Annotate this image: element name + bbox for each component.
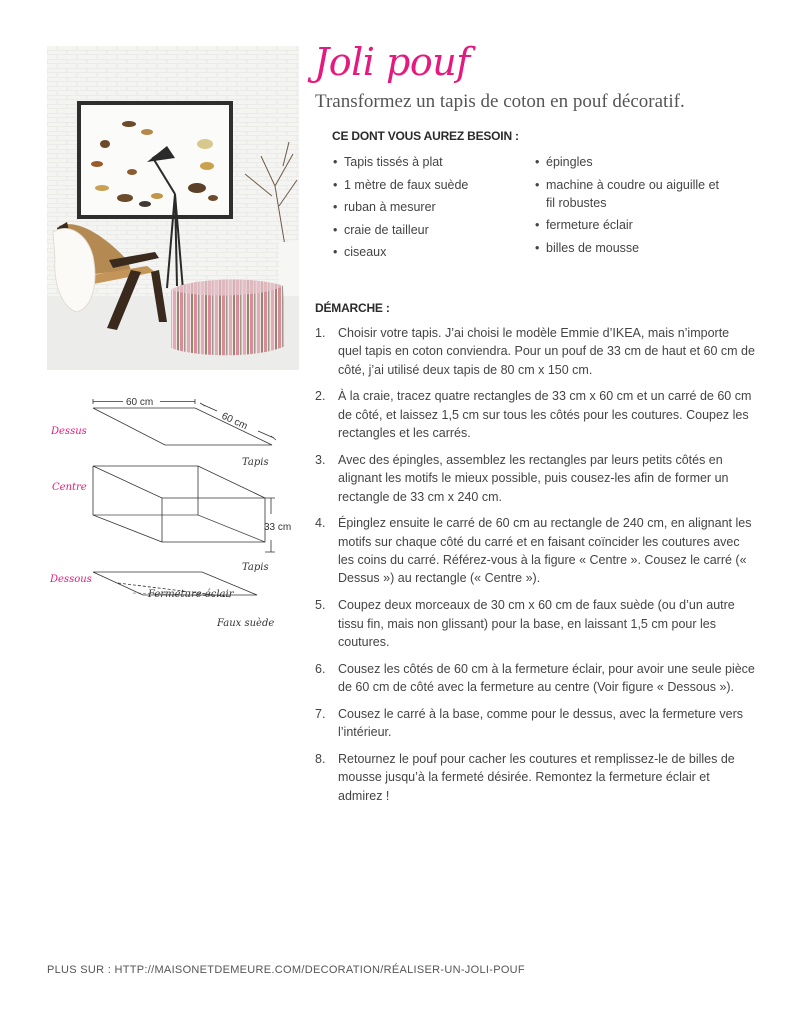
step-item [315,660,755,697]
step-text: Avec des épingles, assemblez les rectangles par leurs petits côtés en alignant les motifs le mieux possible, puis cousez-les afin de former un rectangle de 33 cm x 240 cm. [338,452,729,504]
steps-list [315,324,755,814]
label-center: Centre [52,482,87,493]
step-text: Épinglez ensuite le carré de 60 cm au rectangle de 240 cm, en alignant les motifs sur chaque côté du carré et en faisant coïncider les coutures avec les coins du carré. Référez-vous à la figure « Centre ». Cousez le carré (« Dessus ») au rectangle (« Centre »). [338,516,752,586]
pouf-diagram [45,392,307,637]
dimension-height-label: 33 cm [264,522,292,533]
room-illustration [47,46,299,370]
step-number: 1. [315,326,326,340]
step-item [315,514,755,587]
supply-item: • ciseaux [333,243,523,261]
step-number: 5. [315,598,326,613]
step-item [315,596,755,651]
step-item [315,705,755,742]
step-number: 7. [315,706,326,721]
supply-item: • ruban à mesurer [333,198,523,216]
supplies-heading: CE DONT VOUS AUREZ BESOIN : [332,129,519,143]
supply-item: • billes de mousse [535,239,735,257]
page-subtitle: Transformez un tapis de coton en pouf décoratif. [315,91,685,112]
step-item [315,324,755,379]
dimension-width-label: 60 cm [126,397,154,408]
step-number: 6. [315,661,326,676]
step-text: Choisir votre tapis. J’ai choisi le modèle Emmie d’IKEA, mais n’importe quel tapis en coton conviendra. Pour un pouf de 33 cm de haut et 60 cm de côté, j’ai utilisé deux tapis de 80 cm x 150 cm. [338,326,755,377]
supply-item: • Tapis tissés à plat [333,153,523,171]
page-title: Joli pouf [314,40,470,84]
footer-source-link[interactable]: PLUS SUR : HTTP://MAISONETDEMEURE.COM/DECORATION/RÉALISER-UN-JOLI-POUF [47,964,525,976]
step-number: 8. [315,752,326,767]
step-text: À la craie, tracez quatre rectangles de 33 cm x 60 cm et un carré de 60 cm de côté, et laissez 1,5 cm sur tous les côtés pour les coutures. Coupez les rectangles et les carrés. [338,389,752,441]
supply-item: • épingles [535,153,735,171]
step-number: 4. [315,516,326,531]
step-text: Retournez le pouf pour cacher les coutures et remplissez-le de billes de mousse jusqu’à la fermeté désirée. Remontez la fermeture éclair et admirez ! [338,752,735,803]
room-photo [47,46,299,370]
step-text: Cousez les côtés de 60 cm à la fermeture éclair, pour avoir une seule pièce de 60 cm de côté avec la fermeture au centre (Voir figure « Dessous »). [338,661,755,695]
supply-item: • craie de tailleur [333,221,523,239]
step-item [315,750,755,805]
label-rug-1: Tapis [242,457,269,468]
supplies-list-left [333,153,523,266]
step-item [315,387,755,442]
label-top: Dessus [51,426,87,437]
label-zipper: Fermeture éclair [148,589,234,600]
step-item [315,451,755,506]
step-text: Cousez le carré à la base, comme pour le dessus, avec la fermeture vers l’intérieur. [338,706,744,740]
step-number: 2. [315,389,326,404]
supply-item: • fermeture éclair [535,216,735,234]
supplies-list-right [535,153,735,261]
step-text: Coupez deux morceaux de 30 cm x 60 cm de faux suède (ou d’un autre tissu fin, mais non glissant) pour la base, en laissant 1,5 cm pour les coutures. [338,598,735,649]
steps-heading: DÉMARCHE : [315,301,390,315]
supply-item: • 1 mètre de faux suède [333,176,523,194]
dimension-depth-label: 60 cm [219,410,250,433]
label-suede: Faux suède [217,618,275,629]
label-rug-2: Tapis [242,562,269,573]
label-bottom: Dessous [50,574,92,585]
supply-item: • machine à coudre ou aiguille et fil robustes [535,176,721,212]
step-number: 3. [315,452,326,467]
